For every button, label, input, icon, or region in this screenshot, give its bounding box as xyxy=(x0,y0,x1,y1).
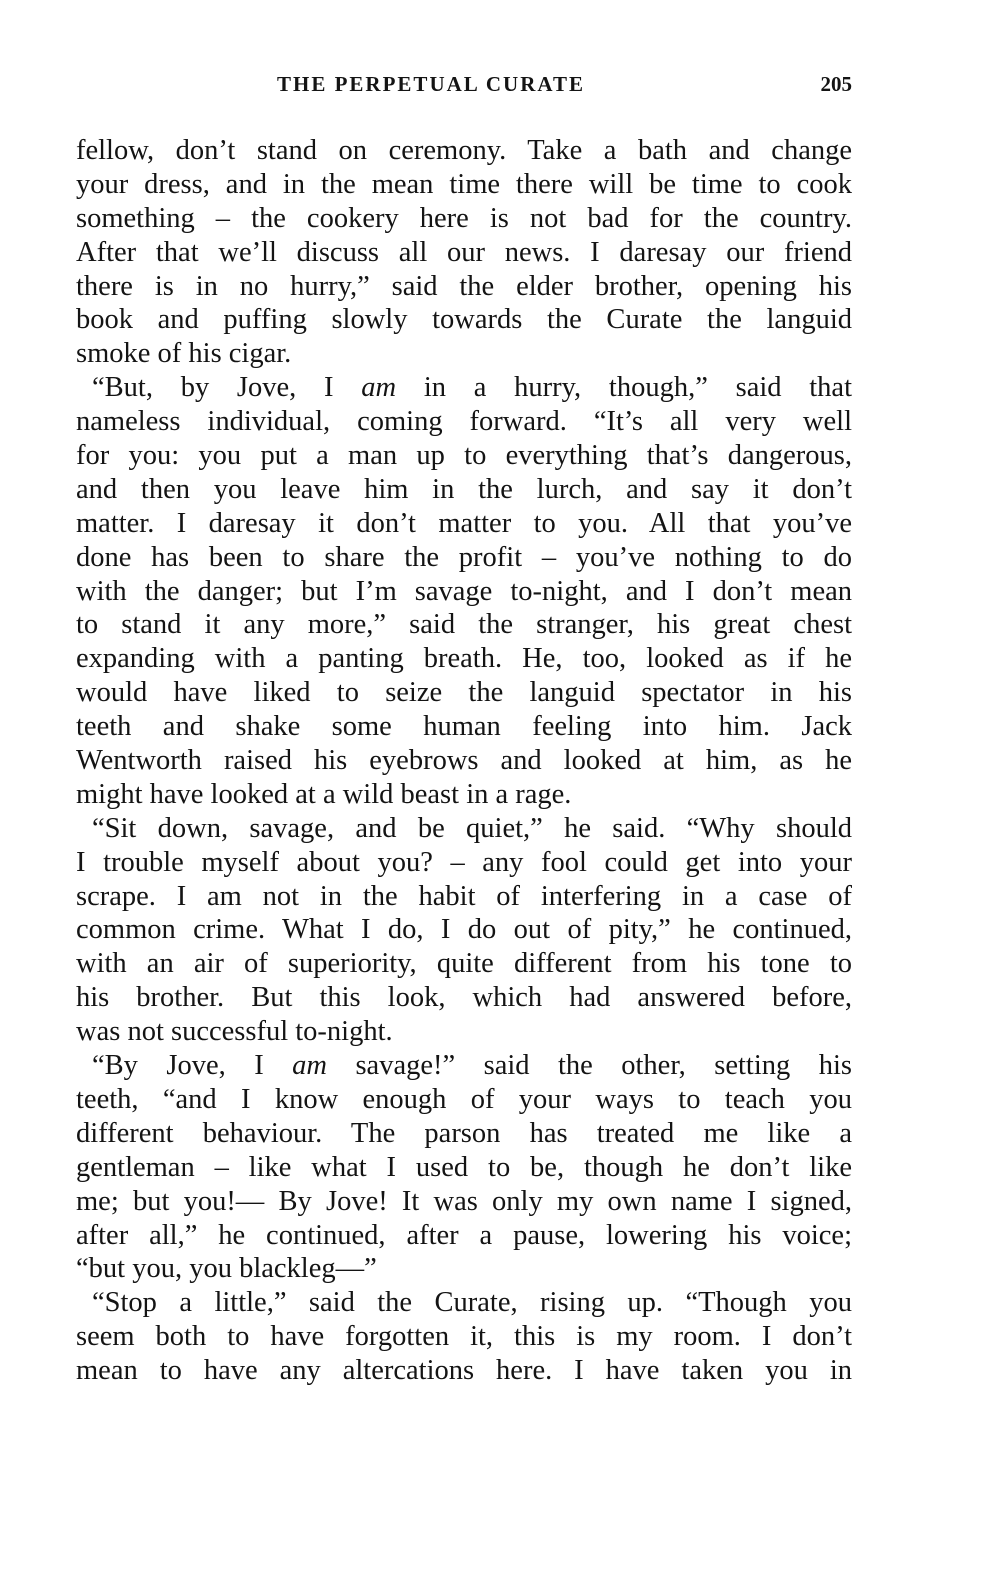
text-line: for you: you put a man up to everything that’s dangerous, xyxy=(76,440,852,472)
text-line: Wentworth raised his eyebrows and looked at him, as he xyxy=(76,745,852,777)
running-title: THE PERPETUAL CURATE xyxy=(277,72,585,96)
page-number: 205 xyxy=(820,72,852,96)
text-line: seem both to have forgotten it, this is my room. I don’t xyxy=(76,1321,852,1353)
text-line: after all,” he continued, after a pause, lowering his voice; xyxy=(76,1219,852,1251)
text-line: with an air of superiority, quite different from his tone to xyxy=(76,948,852,980)
text-line: “Stop a little,” said the Curate, rising up. “Though you xyxy=(92,1287,852,1319)
body-text xyxy=(76,134,852,1388)
text-segment: savage!” said the other, setting his xyxy=(327,1050,852,1082)
text-line: matter. I daresay it don’t matter to you. All that you’ve xyxy=(76,507,852,539)
text-line: I trouble myself about you? – any fool could get into your xyxy=(76,846,852,878)
text-line: scrape. I am not in the habit of interfering in a case of xyxy=(76,880,852,912)
text-line: to stand it any more,” said the stranger, his great chest xyxy=(76,609,852,641)
text-line: done has been to share the profit – you’ve nothing to do xyxy=(76,541,852,573)
text-line: smoke of his cigar. xyxy=(76,338,292,370)
text-line: gentleman – like what I used to be, though he don’t like xyxy=(76,1151,852,1183)
text-line: nameless individual, coming forward. “It’s all very well xyxy=(76,406,852,438)
text-line: After that we’ll discuss all our news. I daresay our friend xyxy=(76,236,852,268)
text-line: was not successful to-night. xyxy=(76,1016,393,1048)
text-line: there is in no hurry,” said the elder brother, opening his xyxy=(76,270,852,302)
text-line: “but you, you blackleg—” xyxy=(76,1253,377,1285)
text-segment: “By Jove, I xyxy=(92,1050,293,1082)
emphasis: am xyxy=(361,372,397,404)
running-head xyxy=(76,72,852,106)
text-line: “Sit down, savage, and be quiet,” he said. “Why should xyxy=(92,812,852,844)
text-line: and then you leave him in the lurch, and say it don’t xyxy=(76,473,852,505)
text-line: mean to have any altercations here. I have taken you in xyxy=(76,1355,852,1387)
text-line: me; but you!— By Jove! It was only my own name I signed, xyxy=(76,1185,852,1217)
text-line: with the danger; but I’m savage to-night, and I don’t mean xyxy=(76,575,852,607)
text-line: expanding with a panting breath. He, too, looked as if he xyxy=(76,643,852,675)
text-line: different behaviour. The parson has treated me like a xyxy=(76,1117,852,1149)
text-line: something – the cookery here is not bad for the country. xyxy=(76,202,852,234)
text-line: your dress, and in the mean time there will be time to cook xyxy=(76,168,852,200)
text-line: book and puffing slowly towards the Curate the languid xyxy=(76,304,852,336)
text-segment: in a hurry, though,” said that xyxy=(396,372,852,404)
text-line: would have liked to seize the languid spectator in his xyxy=(76,677,852,709)
text-line: fellow, don’t stand on ceremony. Take a bath and change xyxy=(76,135,852,166)
emphasis: am xyxy=(292,1050,327,1082)
text-line: teeth, “and I know enough of your ways to teach you xyxy=(76,1083,852,1115)
text-line: might have looked at a wild beast in a rage. xyxy=(76,778,572,810)
text-line xyxy=(76,1049,852,1083)
text-line: his brother. But this look, which had answered before, xyxy=(76,982,852,1014)
text-line xyxy=(76,371,852,405)
text-line: common crime. What I do, I do out of pity,” he continued, xyxy=(76,914,852,946)
text-segment: “But, by Jove, I xyxy=(92,372,362,404)
text-line: teeth and shake some human feeling into him. Jack xyxy=(76,711,852,743)
